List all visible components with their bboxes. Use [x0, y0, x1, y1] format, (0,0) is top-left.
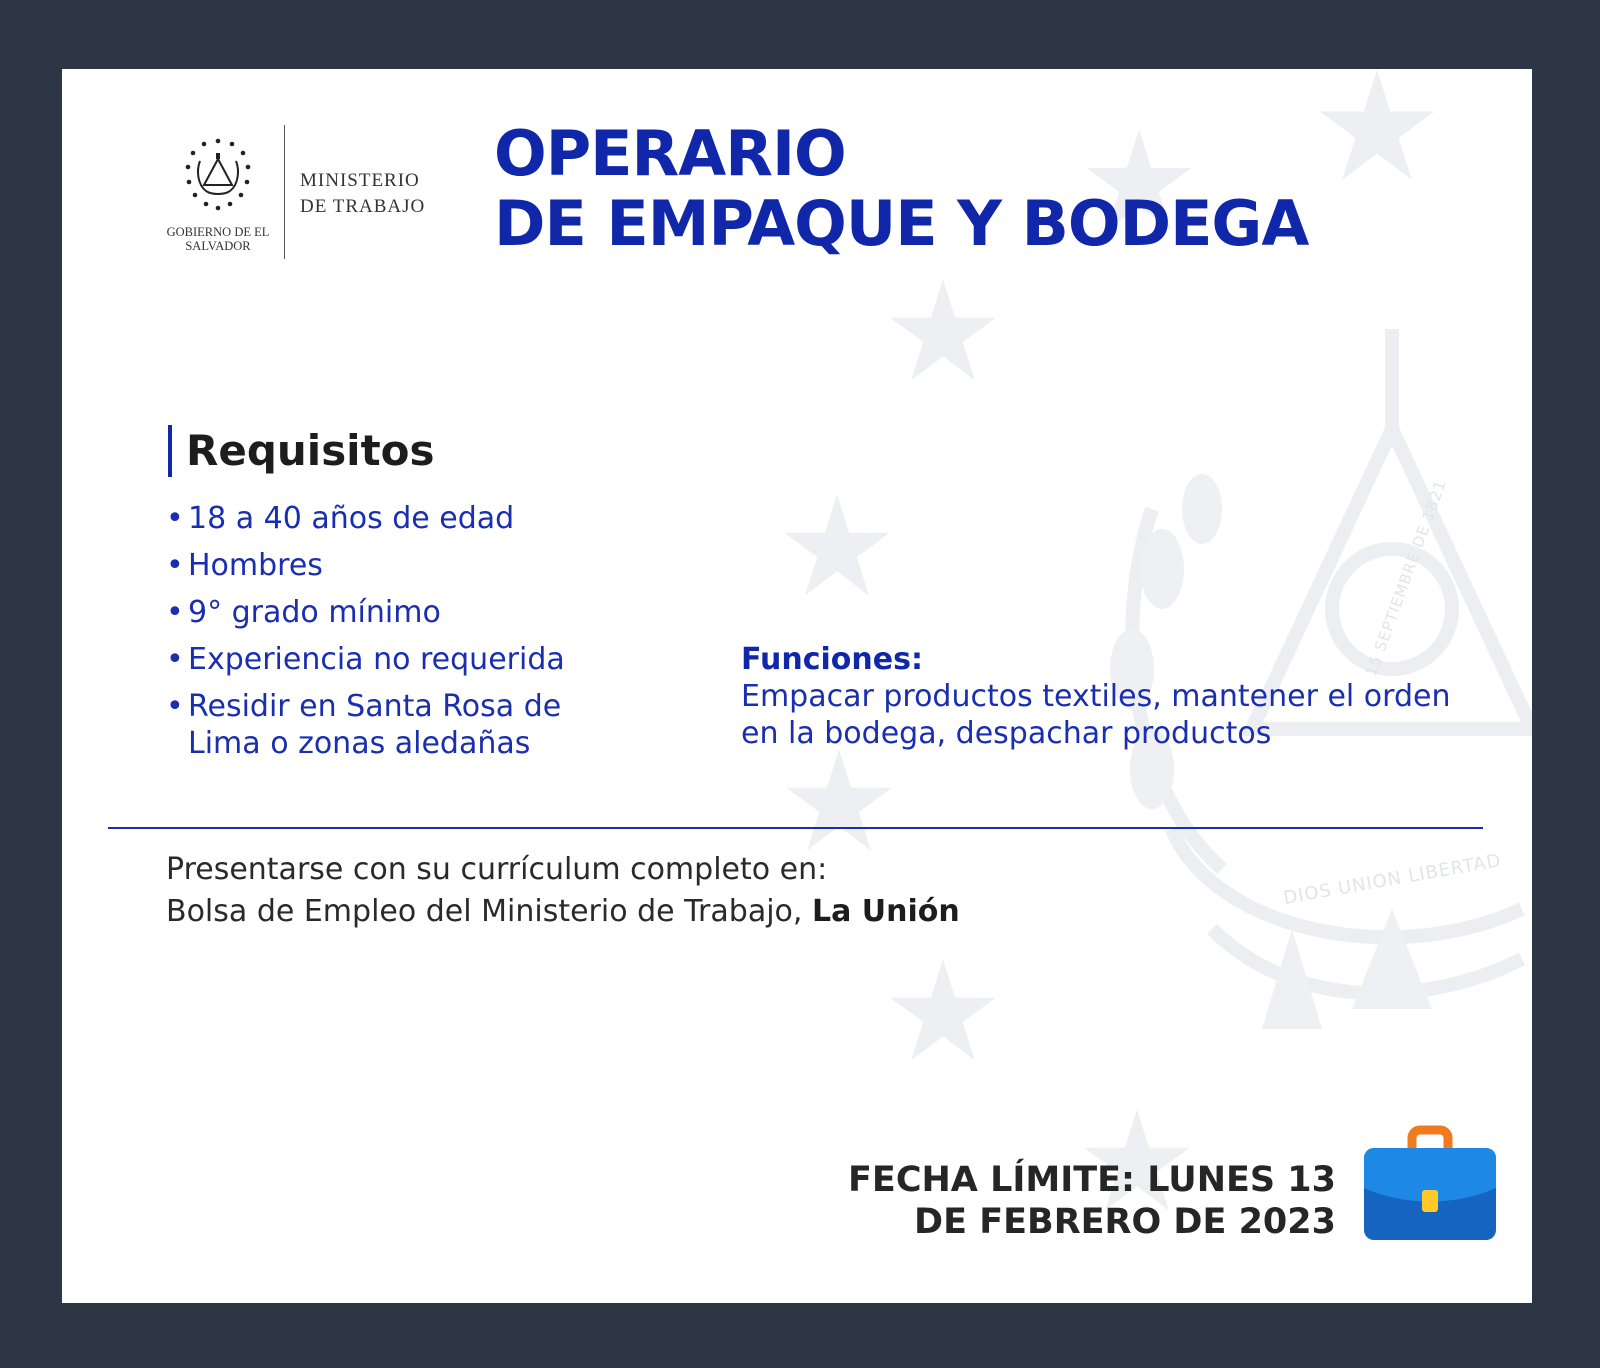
- requirement-item: • Hombres: [166, 547, 608, 584]
- emblem-motto: DIOS UNION LIBERTAD: [1281, 849, 1503, 910]
- deadline-line1: FECHA LÍMITE: LUNES 13: [848, 1160, 1336, 1200]
- apply-location: La Unión: [811, 894, 960, 929]
- watermark-star-icon: [782, 494, 892, 599]
- job-title-line1: OPERARIO: [494, 117, 846, 190]
- requirements-list: [166, 500, 608, 772]
- functions-section: [741, 642, 1481, 752]
- watermark-star-icon: [784, 749, 894, 854]
- briefcase-icon: [1360, 1124, 1500, 1244]
- watermark-star-icon: [1317, 69, 1437, 184]
- watermark-star-icon: [888, 959, 998, 1064]
- requirement-item: • Experiencia no requerida: [166, 641, 608, 678]
- functions-description: Empacar productos textiles, mantener el orden en la bodega, despachar productos: [741, 679, 1451, 751]
- job-poster-card: [62, 69, 1532, 1303]
- application-instructions: [166, 849, 960, 933]
- job-title: [494, 119, 1308, 259]
- requirement-item: • 9° grado mínimo: [166, 594, 608, 631]
- requirement-item: • 18 a 40 años de edad: [166, 500, 608, 537]
- application-deadline: [736, 1159, 1336, 1243]
- watermark-star-icon: [888, 279, 998, 384]
- government-name: GOBIERNO DE EL SALVADOR: [166, 225, 270, 253]
- logo-divider: [284, 125, 285, 259]
- deadline-line2: DE FEBRERO DE 2023: [914, 1202, 1336, 1242]
- apply-office: Bolsa de Empleo del Ministerio de Trabajo,: [166, 894, 812, 929]
- functions-title: Funciones:: [741, 642, 923, 677]
- emblem-date: 15 SEPTIEMBRE DE 1821: [1361, 477, 1450, 679]
- requirements-heading: Requisitos: [168, 425, 435, 477]
- job-title-line2: DE EMPAQUE Y BODEGA: [494, 187, 1309, 260]
- requirement-item: • Residir en Santa Rosa de Lima o zonas aledañas: [166, 688, 568, 762]
- government-logo: [166, 131, 486, 261]
- coat-of-arms-icon: [166, 131, 270, 221]
- ministry-name: MINISTERIO DE TRABAJO: [300, 170, 426, 217]
- section-divider: [108, 827, 1483, 829]
- apply-line2: [166, 891, 960, 933]
- apply-line1: Presentarse con su currículum completo en:: [166, 852, 828, 887]
